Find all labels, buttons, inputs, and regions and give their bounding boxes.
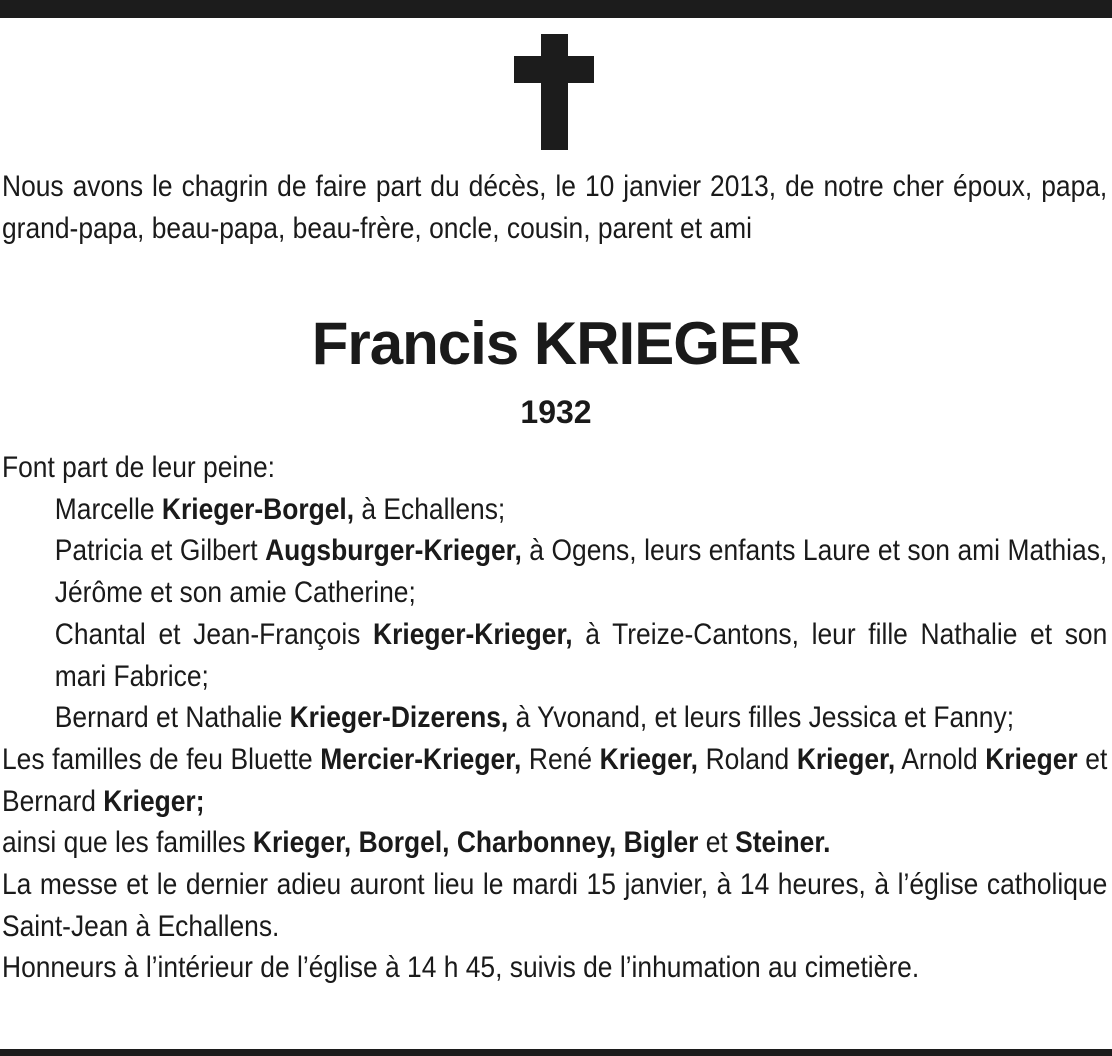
family-entry-2: Patricia et Gilbert Augsburger-Krieger, à Ogens, leurs enfants Laure et son ami Mathias, Jérôme et son amie Catherine; [54,534,1108,610]
families-line: Les familles de feu Bluette Mercier-Krieger, René Krieger, Roland Krieger, Arnold Krieger et Bernard Krieger; [2,742,1108,818]
deceased-name: Francis KRIEGER [311,310,801,377]
top-rule [0,0,1112,18]
family-entry-3: Chantal et Jean-François Krieger-Krieger, à Treize-Cantons, leur fille Nathalie et son mari Fabrice; [54,617,1108,693]
cross-icon [514,34,594,150]
intro-text: Nous avons le chagrin de faire part du décès, le 10 janvier 2013, de notre cher époux, papa, grand-papa, beau-papa, beau-frère, oncle, cousin, parent et ami [2,170,1108,245]
bottom-rule [0,1049,1112,1056]
also-families-line: ainsi que les familles Krieger, Borgel, Charbonney, Bigler et Steiner. [2,826,831,860]
birth-year: 1932 [520,394,592,430]
announcement-body [2,447,1107,989]
family-entry-4: Bernard et Nathalie Krieger-Dizerens, à Yvonand, et leurs filles Jessica et Fanny; [54,701,1015,735]
honours-info: Honneurs à l’intérieur de l’église à 14 h 45, suivis de l’inhumation au cimetière. [2,951,920,985]
mass-info: La messe et le dernier adieu auront lieu le mardi 15 janvier, à 14 heures, à l’église catholique Saint-Jean à Echallens. [2,868,1108,943]
lead-line: Font part de leur peine: [2,451,275,484]
family-entry-1: Marcelle Krieger-Borgel, à Echallens; [54,492,506,526]
